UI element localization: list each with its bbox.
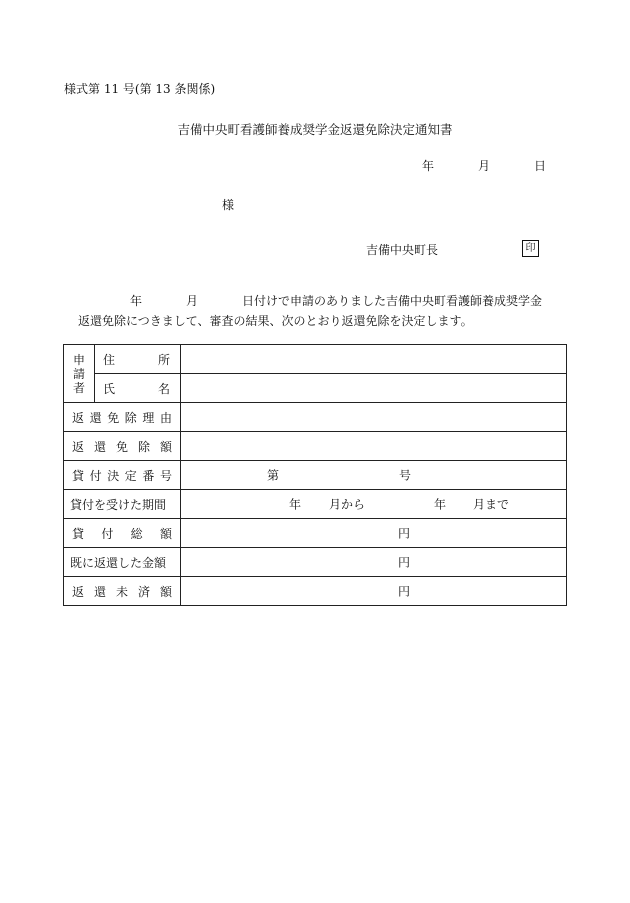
issuer-name: 吉備中央町長 bbox=[366, 243, 439, 257]
date-day: 日 bbox=[534, 159, 547, 173]
repaid-amount-label: 既に返還した金額 bbox=[64, 548, 181, 577]
loan-total-field[interactable] bbox=[181, 519, 567, 548]
address-label: 住 所 bbox=[95, 345, 181, 374]
unpaid-amount-label: 返 還 未 済 額 bbox=[64, 577, 181, 606]
body-month: 月 bbox=[186, 294, 199, 308]
body-year: 年 bbox=[130, 294, 143, 308]
body-line1-text: 日付けで申請のありました吉備中央町看護師養成奨学金 bbox=[242, 294, 543, 308]
repaid-row bbox=[64, 548, 567, 577]
period-start-year: 年 bbox=[289, 497, 302, 512]
notice-detail-table bbox=[63, 344, 567, 606]
exempt-amount-label: 返 還 免 除 額 bbox=[64, 432, 181, 461]
loan-number-label: 貸 付 決 定 番 号 bbox=[64, 461, 181, 490]
reason-label: 返 還 免 除 理 由 bbox=[64, 403, 181, 432]
notice-body bbox=[78, 291, 542, 331]
period-end-month: 月まで bbox=[473, 497, 510, 512]
loan-number-row bbox=[64, 461, 567, 490]
loan-number-field[interactable] bbox=[181, 461, 567, 490]
name-label: 氏 名 bbox=[95, 374, 181, 403]
seal-mark: 印 bbox=[522, 240, 539, 257]
addressee-honorific: 様 bbox=[222, 198, 235, 212]
loan-number-prefix: 第 bbox=[267, 468, 280, 483]
name-row bbox=[64, 374, 567, 403]
loan-period-label: 貸付を受けた期間 bbox=[64, 490, 181, 519]
unpaid-amount-field[interactable] bbox=[181, 577, 567, 606]
loan-period-field[interactable] bbox=[181, 490, 567, 519]
address-field[interactable] bbox=[181, 345, 567, 374]
exempt-amount-field[interactable] bbox=[181, 432, 567, 461]
period-end-year: 年 bbox=[434, 497, 447, 512]
reason-row bbox=[64, 403, 567, 432]
date-month: 月 bbox=[478, 159, 491, 173]
notice-line-1 bbox=[78, 291, 542, 311]
form-number-label: 様式第 11 号(第 13 条関係) bbox=[64, 82, 216, 96]
date-year: 年 bbox=[422, 159, 435, 173]
unpaid-yen: 円 bbox=[398, 584, 411, 599]
address-row bbox=[64, 345, 567, 374]
name-field[interactable] bbox=[181, 374, 567, 403]
document-title: 吉備中央町看護師養成奨学金返還免除決定通知書 bbox=[177, 122, 453, 137]
loan-period-row bbox=[64, 490, 567, 519]
loan-total-label: 貸 付 総 額 bbox=[64, 519, 181, 548]
loan-total-row bbox=[64, 519, 567, 548]
repaid-yen: 円 bbox=[398, 555, 411, 570]
applicant-label: 申 請 者 bbox=[64, 345, 95, 403]
exempt-amount-row bbox=[64, 432, 567, 461]
unpaid-row bbox=[64, 577, 567, 606]
repaid-amount-field[interactable] bbox=[181, 548, 567, 577]
reason-field[interactable] bbox=[181, 403, 567, 432]
loan-total-yen: 円 bbox=[398, 526, 411, 541]
loan-number-suffix: 号 bbox=[399, 468, 412, 483]
issue-date bbox=[422, 157, 546, 174]
notice-line-2: 返還免除につきまして、審査の結果、次のとおり返還免除を決定します。 bbox=[78, 314, 473, 328]
period-start-month: 月から bbox=[329, 497, 366, 512]
